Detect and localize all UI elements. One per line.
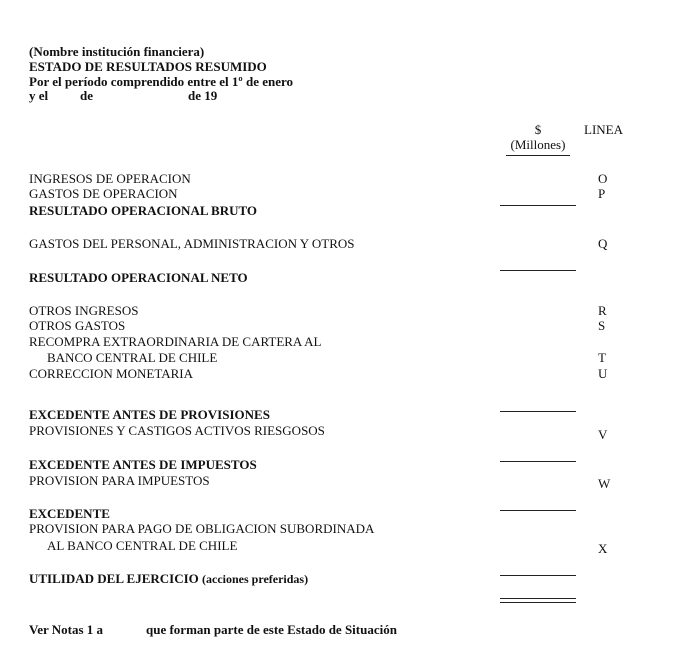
- unit-header: (Millones): [510, 137, 566, 152]
- row-ingresos-operacion: INGRESOS DE OPERACION: [29, 171, 191, 186]
- line-code-q: Q: [598, 236, 608, 251]
- row-resultado-bruto: RESULTADO OPERACIONAL BRUTO: [29, 203, 258, 218]
- row-excedente-provisiones: EXCEDENTE ANTES DE PROVISIONES: [29, 407, 270, 422]
- row-gastos-personal: GASTOS DEL PERSONAL, ADMINISTRACION Y OTROS: [29, 236, 355, 251]
- row-correccion: CORRECCION MONETARIA: [29, 366, 193, 381]
- row-recompra-2: BANCO CENTRAL DE CHILE: [47, 350, 218, 365]
- row-otros-gastos: OTROS GASTOS: [29, 318, 126, 333]
- row-provision-impuestos: PROVISION PARA IMPUESTOS: [29, 473, 210, 488]
- row-gastos-operacion: GASTOS DE OPERACION: [29, 186, 178, 201]
- line-code-u: U: [598, 366, 608, 381]
- subtotal-line-provisiones: [500, 411, 576, 412]
- line-code-s: S: [598, 318, 606, 333]
- line-code-t: T: [598, 350, 606, 365]
- line-code-v: V: [598, 427, 608, 442]
- line-code-x: X: [598, 541, 608, 556]
- row-excedente: EXCEDENTE: [29, 506, 110, 521]
- line-code-p: P: [598, 186, 606, 201]
- row-recompra-1: RECOMPRA EXTRAORDINARIA DE CARTERA AL: [29, 334, 322, 349]
- footer-forman-parte: que forman parte de este Estado de Situación: [146, 622, 397, 637]
- utilidad-label: UTILIDAD DEL EJERCICIO: [29, 571, 199, 586]
- header-underline: [506, 155, 570, 156]
- line-code-w: W: [598, 476, 611, 491]
- row-resultado-neto: RESULTADO OPERACIONAL NETO: [29, 270, 248, 285]
- subtotal-line-excedente: [500, 510, 576, 511]
- period-line-1: Por el período comprendido entre el 1º de enero: [29, 74, 294, 89]
- line-code-r: R: [598, 303, 607, 318]
- period-de-19: de 19: [188, 88, 218, 103]
- institution-name: (Nombre institución financiera): [29, 44, 205, 59]
- period-de: de: [80, 88, 93, 103]
- row-provisiones-castigos: PROVISIONES Y CASTIGOS ACTIVOS RIESGOSOS: [29, 423, 325, 438]
- utilidad-note: (acciones preferidas): [202, 572, 309, 586]
- subtotal-line-utilidad: [500, 575, 576, 576]
- line-column-header: LINEA: [584, 122, 623, 137]
- row-provision-obligacion-2: AL BANCO CENTRAL DE CHILE: [47, 538, 238, 553]
- period-y-el: y el: [29, 88, 49, 103]
- subtotal-line-neto: [500, 270, 576, 271]
- row-otros-ingresos: OTROS INGRESOS: [29, 303, 139, 318]
- double-underline-bottom: [500, 602, 576, 603]
- footer-ver-notas: Ver Notas 1 a: [29, 622, 104, 637]
- row-utilidad: [29, 571, 308, 587]
- report-title: ESTADO DE RESULTADOS RESUMIDO: [29, 59, 267, 74]
- row-provision-obligacion-1: PROVISION PARA PAGO DE OBLIGACION SUBORDINADA: [29, 521, 375, 536]
- double-underline-top: [500, 598, 576, 599]
- line-code-o: O: [598, 171, 608, 186]
- subtotal-line-bruto: [500, 205, 576, 206]
- subtotal-line-impuestos: [500, 461, 576, 462]
- row-excedente-impuestos: EXCEDENTE ANTES DE IMPUESTOS: [29, 457, 257, 472]
- currency-header: $: [534, 122, 542, 137]
